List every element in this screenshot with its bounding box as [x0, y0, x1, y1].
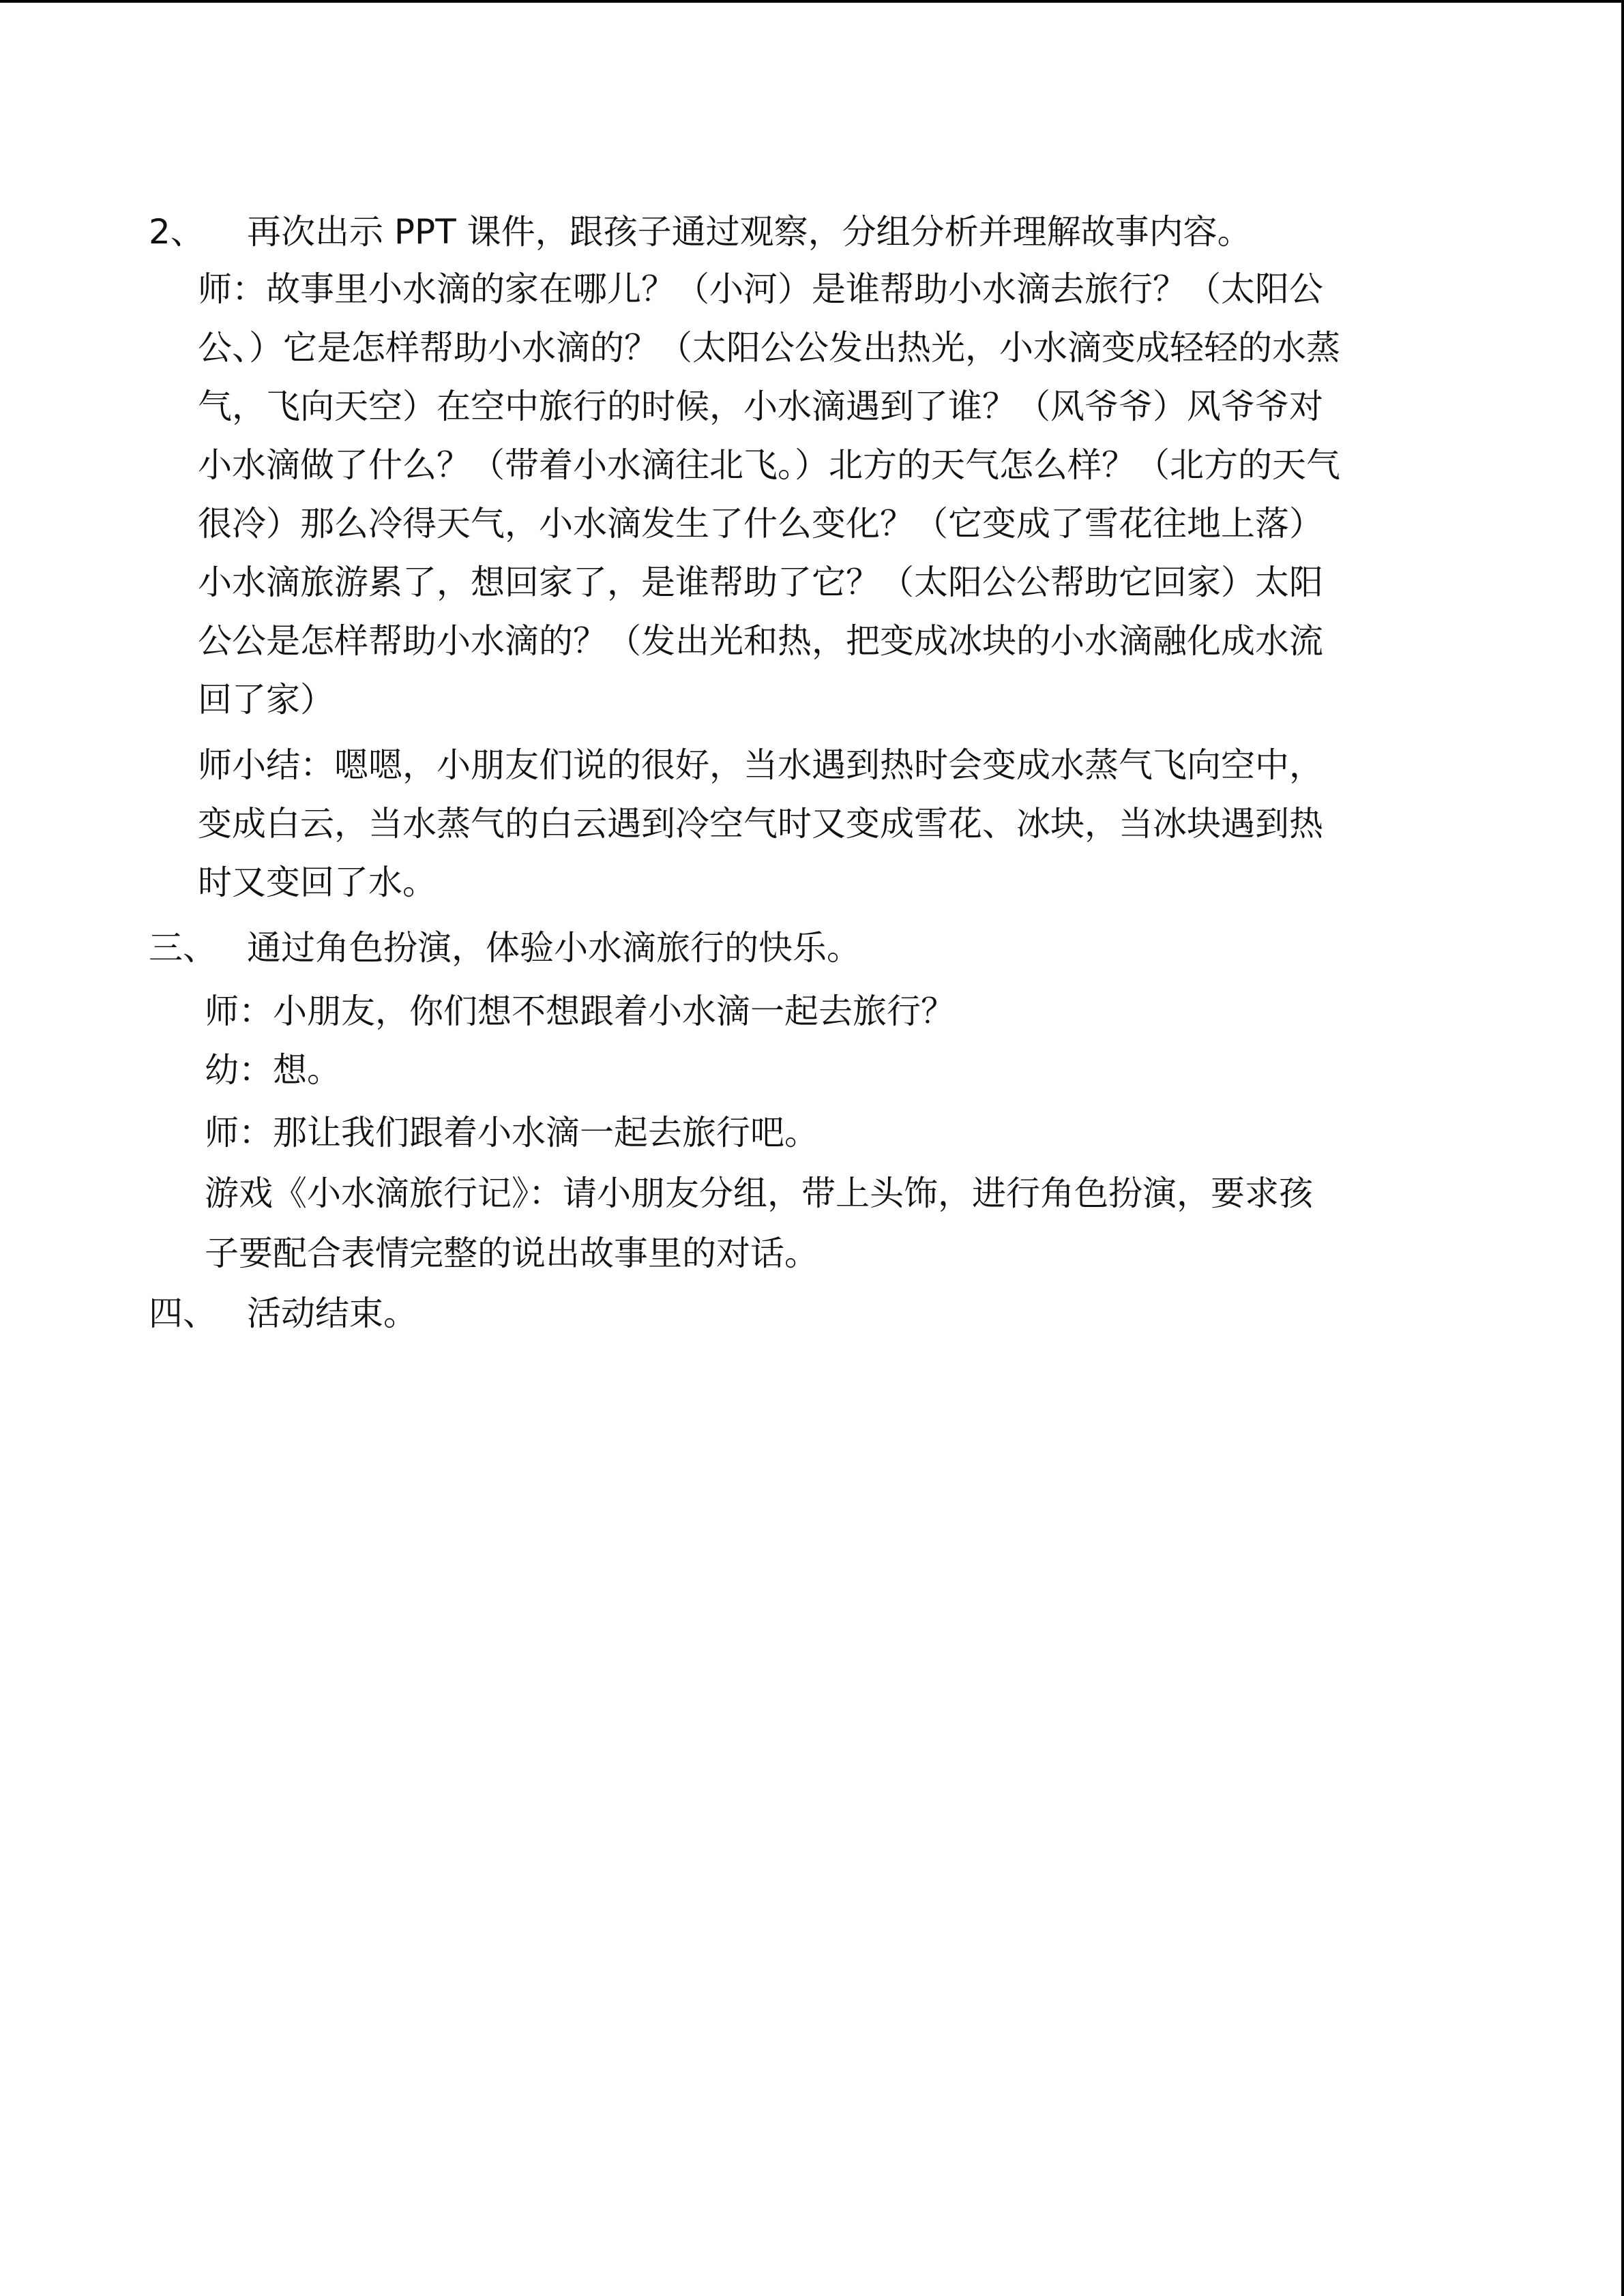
paragraph-line: 公、）它是怎样帮助小水滴的？（太阳公公发出热光，小水滴变成轻轻的水蒸 [198, 328, 1340, 368]
paragraph-line: 很冷）那么冷得天气，小水滴发生了什么变化？（它变成了雪花往地上落） [198, 504, 1323, 543]
game-line: 游戏《小水滴旅行记》：请小朋友分组，带上头饰，进行角色扮演，要求孩 [205, 1174, 1313, 1213]
paragraph-line: 公公是怎样帮助小水滴的？（发出光和热，把变成冰块的小水滴融化成水流 [198, 621, 1323, 661]
paragraph-line: 师：故事里小水滴的家在哪儿？（小河）是谁帮助小水滴去旅行？（太阳公 [198, 269, 1323, 309]
section-3-heading: 通过角色扮演，体验小水滴旅行的快乐。 [247, 928, 861, 968]
dialogue-line: 幼：想。 [205, 1050, 341, 1090]
paragraph-line: 气，飞向天空）在空中旅行的时候，小水滴遇到了谁？（风爷爷）风爷爷对 [198, 387, 1323, 426]
section-4-number: 四、 [149, 1294, 217, 1333]
section-2-heading: 再次出示 PPT 课件，跟孩子通过观察，分组分析并理解故事内容。 [247, 212, 1252, 252]
paragraph-line: 小水滴做了什么？（带着小水滴往北飞。）北方的天气怎么样？（北方的天气 [198, 445, 1340, 485]
summary-line: 变成白云，当水蒸气的白云遇到冷空气时又变成雪花、冰块，当冰块遇到热 [198, 804, 1323, 844]
section-4-heading: 活动结束。 [247, 1294, 417, 1333]
section-2-number: 2、 [149, 212, 205, 252]
game-line: 子要配合表情完整的说出故事里的对话。 [205, 1234, 818, 1273]
summary-line: 师小结：嗯嗯，小朋友们说的很好，当水遇到热时会变成水蒸气飞向空中， [198, 745, 1323, 785]
paragraph-line: 小水滴旅游累了，想回家了，是谁帮助了它？（太阳公公帮助它回家）太阳 [198, 563, 1323, 602]
paragraph-line: 回了家） [198, 680, 334, 719]
dialogue-line: 师：那让我们跟着小水滴一起去旅行吧。 [205, 1113, 818, 1152]
summary-line: 时又变回了水。 [198, 863, 437, 902]
section-3-number: 三、 [149, 928, 217, 968]
dialogue-line: 师：小朋友，你们想不想跟着小水滴一起去旅行？ [205, 992, 955, 1031]
